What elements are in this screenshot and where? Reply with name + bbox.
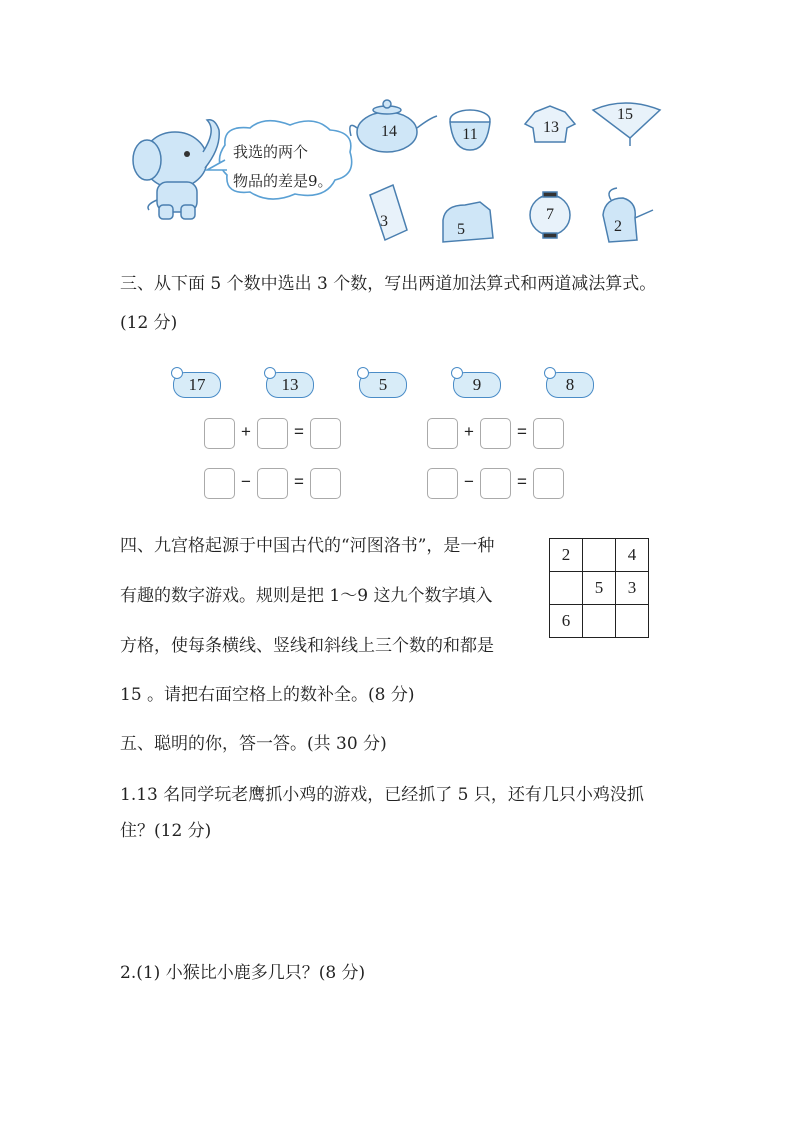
equals-sign: =	[517, 422, 527, 441]
elephant-icon	[133, 120, 219, 219]
star-icon	[357, 367, 369, 379]
shirt-value: 13	[543, 119, 559, 136]
plus-sign: +	[241, 422, 251, 441]
answer-box[interactable]	[427, 418, 458, 449]
number-card-value: 17	[188, 375, 206, 394]
star-icon	[264, 367, 276, 379]
answer-box[interactable]	[480, 418, 511, 449]
answer-box[interactable]	[480, 468, 511, 499]
question-2: 2.(1) 小猴比小鹿多几只？(8 分)	[120, 963, 366, 983]
grid-cell-empty[interactable]	[550, 572, 583, 605]
grid-cell: 6	[550, 605, 583, 638]
answer-box[interactable]	[310, 418, 341, 449]
grid-cell: 3	[616, 572, 649, 605]
section5-heading: 五、聪明的你，答一答。(共 30 分)	[120, 734, 387, 754]
section4-line-4: 15 。请把右面空格上的数补全。(8 分)	[120, 685, 415, 705]
section3-heading: 三、从下面 5 个数中选出 3 个数，写出两道加法算式和两道减法算式。	[120, 274, 657, 294]
grid-cell: 2	[550, 539, 583, 572]
question-1-line-1: 1.13 名同学玩老鹰抓小鸡的游戏，已经抓了 5 只，还有几只小鸡没抓	[120, 785, 644, 805]
fan-value: 15	[617, 106, 633, 123]
grid-cell-empty[interactable]	[583, 539, 616, 572]
answer-box[interactable]	[427, 468, 458, 499]
speech-text	[233, 140, 333, 193]
section4-line-3: 方格，使每条横线、竖线和斜线上三个数的和都是	[120, 636, 494, 656]
lantern-value: 7	[546, 206, 554, 223]
equals-sign: =	[517, 472, 527, 491]
question-1-line-2: 住？(12 分)	[120, 821, 212, 841]
section4-line-2: 有趣的数字游戏。规则是把 1～9 这九个数字填入	[120, 586, 493, 606]
answer-box[interactable]	[257, 468, 288, 499]
can-value: 3	[380, 213, 388, 230]
number-card-8	[546, 372, 594, 398]
answer-box[interactable]	[310, 468, 341, 499]
number-card-value: 8	[565, 375, 575, 394]
section3-score: (12 分)	[120, 313, 178, 333]
speech-line-1: 我选的两个	[233, 143, 309, 161]
minus-sign: −	[241, 472, 251, 491]
answer-box[interactable]	[533, 468, 564, 499]
section4-line-1: 四、九宫格起源于中国古代的“河图洛书”，是一种	[120, 536, 495, 556]
grid-cell-empty[interactable]	[616, 605, 649, 638]
shoe-value: 5	[457, 221, 465, 238]
number-card-13	[266, 372, 314, 398]
star-icon	[451, 367, 463, 379]
equals-sign: =	[294, 422, 304, 441]
minus-sign: −	[464, 472, 474, 491]
rice-bowl-value: 11	[462, 126, 478, 143]
number-card-5	[359, 372, 407, 398]
star-icon	[171, 367, 183, 379]
answer-box[interactable]	[533, 418, 564, 449]
equals-sign: =	[294, 472, 304, 491]
grid-cell: 4	[616, 539, 649, 572]
answer-box[interactable]	[204, 468, 235, 499]
number-card-value: 13	[281, 375, 299, 394]
magic-square-grid	[549, 538, 649, 638]
number-card-17	[173, 372, 221, 398]
speech-line-2: 物品的差是9。	[233, 172, 333, 190]
grid-cell: 5	[583, 572, 616, 605]
number-card-value: 9	[472, 375, 482, 394]
answer-box[interactable]	[257, 418, 288, 449]
answer-box[interactable]	[204, 418, 235, 449]
number-card-9	[453, 372, 501, 398]
plus-sign: +	[464, 422, 474, 441]
number-card-value: 5	[378, 375, 388, 394]
star-icon	[544, 367, 556, 379]
grid-cell-empty[interactable]	[583, 605, 616, 638]
teapot-value: 14	[381, 123, 397, 140]
watering-can-value: 2	[614, 218, 622, 235]
